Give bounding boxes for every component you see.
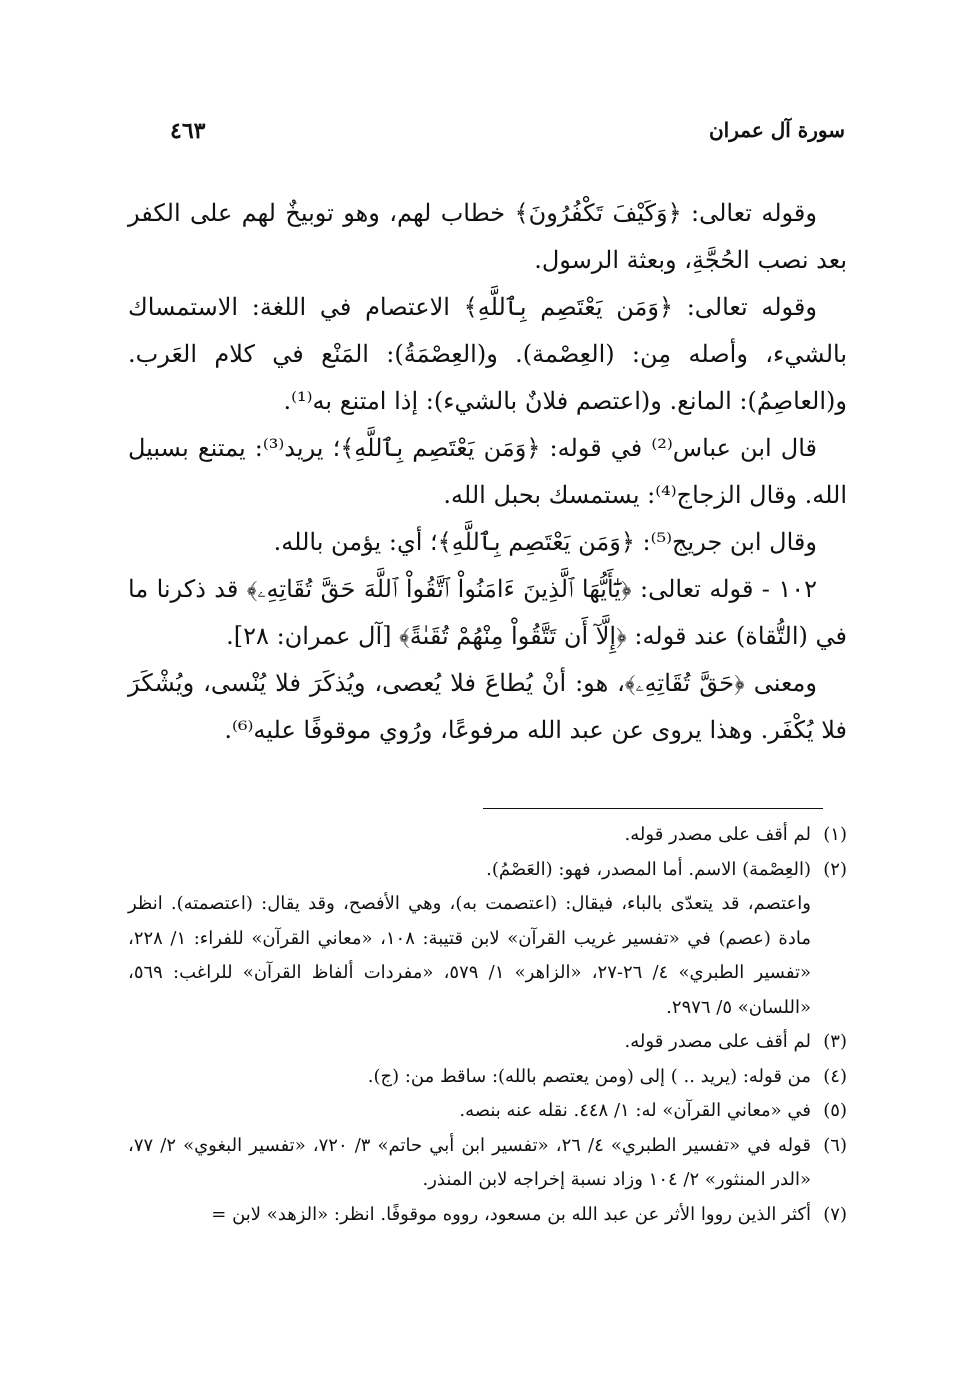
footnote-mark: (٧) [823, 1203, 847, 1225]
footnote [128, 818, 847, 853]
footnote-text: أكثر الذين رووا الأثر عن عبد الله بن مسعود، رووه موقوفًا. انظر: «الزهد» لابن = [211, 1203, 811, 1225]
footnote [128, 1060, 847, 1095]
paragraph: ومعنى ﴿حَقَّ تُقَاتِهِۦ﴾، هو: أنْ يُطاعَ فلا يُعصى، ويُذكَرَ فلا يُنْسى، ويُشْكَرَ فلا يُكْفَر. وهذا يروى عن عبد الله مرفوعًا، ورُوي موقوفًا عليه⁽⁶⁾. [128, 669, 847, 744]
footnote [128, 1025, 847, 1060]
footnotes [128, 818, 847, 1232]
footnote-divider [483, 808, 823, 809]
page-header [170, 118, 845, 148]
page-number: ٤٦٣ [170, 118, 206, 144]
footnote-mark: (٤) [823, 1065, 847, 1087]
paragraph: قال ابن عباس⁽²⁾ في قوله: ﴿وَمَن يَعْتَصِم بِٱللَّهِ﴾؛ يريد⁽³⁾: يمتنع بسبيل الله. وقال الزجاج⁽⁴⁾: يستمسك بحبل الله. [128, 434, 847, 509]
main-text [128, 190, 847, 754]
surah-title: سورة آل عمران [708, 118, 845, 142]
paragraph: وقال ابن جريج⁽⁵⁾: ﴿وَمَن يَعْتَصِم بِٱللَّهِ﴾؛ أي: يؤمن بالله. [273, 528, 817, 556]
paragraph: وقوله تعالى: ﴿وَمَن يَعْتَصِم بِٱللَّهِ﴾ الاعتصام في اللغة: الاستمساك بالشيء، وأصله مِن: (العِصْمة). و(العِصْمَةُ): المَنْع في كلام العَرب. و(العاصِمُ): المانع. و(اعتصم فلانٌ بالشيء): إذا امتنع به⁽¹⁾. [128, 293, 847, 415]
footnote [128, 1198, 847, 1233]
footnote-text: واعتصم، قد يتعدّى بالباء، فيقال: (اعتصمت به)، وهي الأفصح، وقد يقال: (اعتصمته). انظر مادة (عصم) في «تفسير غريب القرآن» لابن قتيبة: ١٠٨، «معاني القرآن» للفراء: ١/ ٢٢٨، «تفسير الطبري» ٤/ ٢٦-٢٧، «الزاهر» ١/ ٥٧٩، «مفردات ألفاظ القرآن» للراغب: ٥٦٩، «اللسان» ٥/ ٢٩٧٦. [128, 893, 812, 1018]
footnote-text: في «معاني القرآن» له: ١/ ٤٤٨. نقله عنه بنصه. [459, 1100, 811, 1121]
footnote-text: لم أقف على مصدر قوله. [624, 1031, 811, 1052]
footnote [128, 853, 847, 888]
footnote-text: من قوله: (يريد .. ) إلى (ومن يعتصم بالله): ساقط من: (ج). [367, 1065, 811, 1087]
footnote-mark: (٢) [823, 858, 847, 880]
footnote-text: قوله في «تفسير الطبري» ٤/ ٢٦، «تفسير ابن أبي حاتم» ٣/ ٧٢٠، «تفسير البغوي» ٢/ ٧٧، «الدر المنثور» ٢/ ١٠٤ وزاد نسبة إخراجه لابن المنذر. [128, 1134, 811, 1190]
footnote [128, 1094, 847, 1129]
footnote-mark: (٣) [823, 1031, 847, 1052]
footnote [128, 1129, 847, 1198]
footnote-mark: (٥) [823, 1100, 847, 1121]
footnote-mark: (٦) [823, 1134, 847, 1156]
footnote-text: لم أقف على مصدر قوله. [624, 824, 811, 845]
footnote-mark: (١) [823, 824, 847, 845]
paragraph: ١٠٢ - قوله تعالى: ﴿يَٰٓأَيُّهَا ٱلَّذِينَ ءَامَنُواْ ٱتَّقُواْ ٱللَّهَ حَقَّ تُقَاتِهِۦ﴾ قد ذكرنا ما في (التُّقاة) عند قوله: ﴿إِلَّآ أَن تَتَّقُواْ مِنْهُمْ تُقَىٰةً﴾ [آل عمران: ٢٨]. [128, 575, 847, 650]
footnote [128, 887, 847, 1025]
paragraph: وقوله تعالى: ﴿وَكَيْفَ تَكْفُرُونَ﴾ خطاب لهم، وهو توبيخٌ لهم على الكفر بعد نصب الحُجَّةِ، وبعثة الرسول. [128, 199, 847, 274]
footnote-text: (العِصْمة) الاسم. أما المصدر، فهو: (العَصْمُ). [486, 858, 811, 880]
